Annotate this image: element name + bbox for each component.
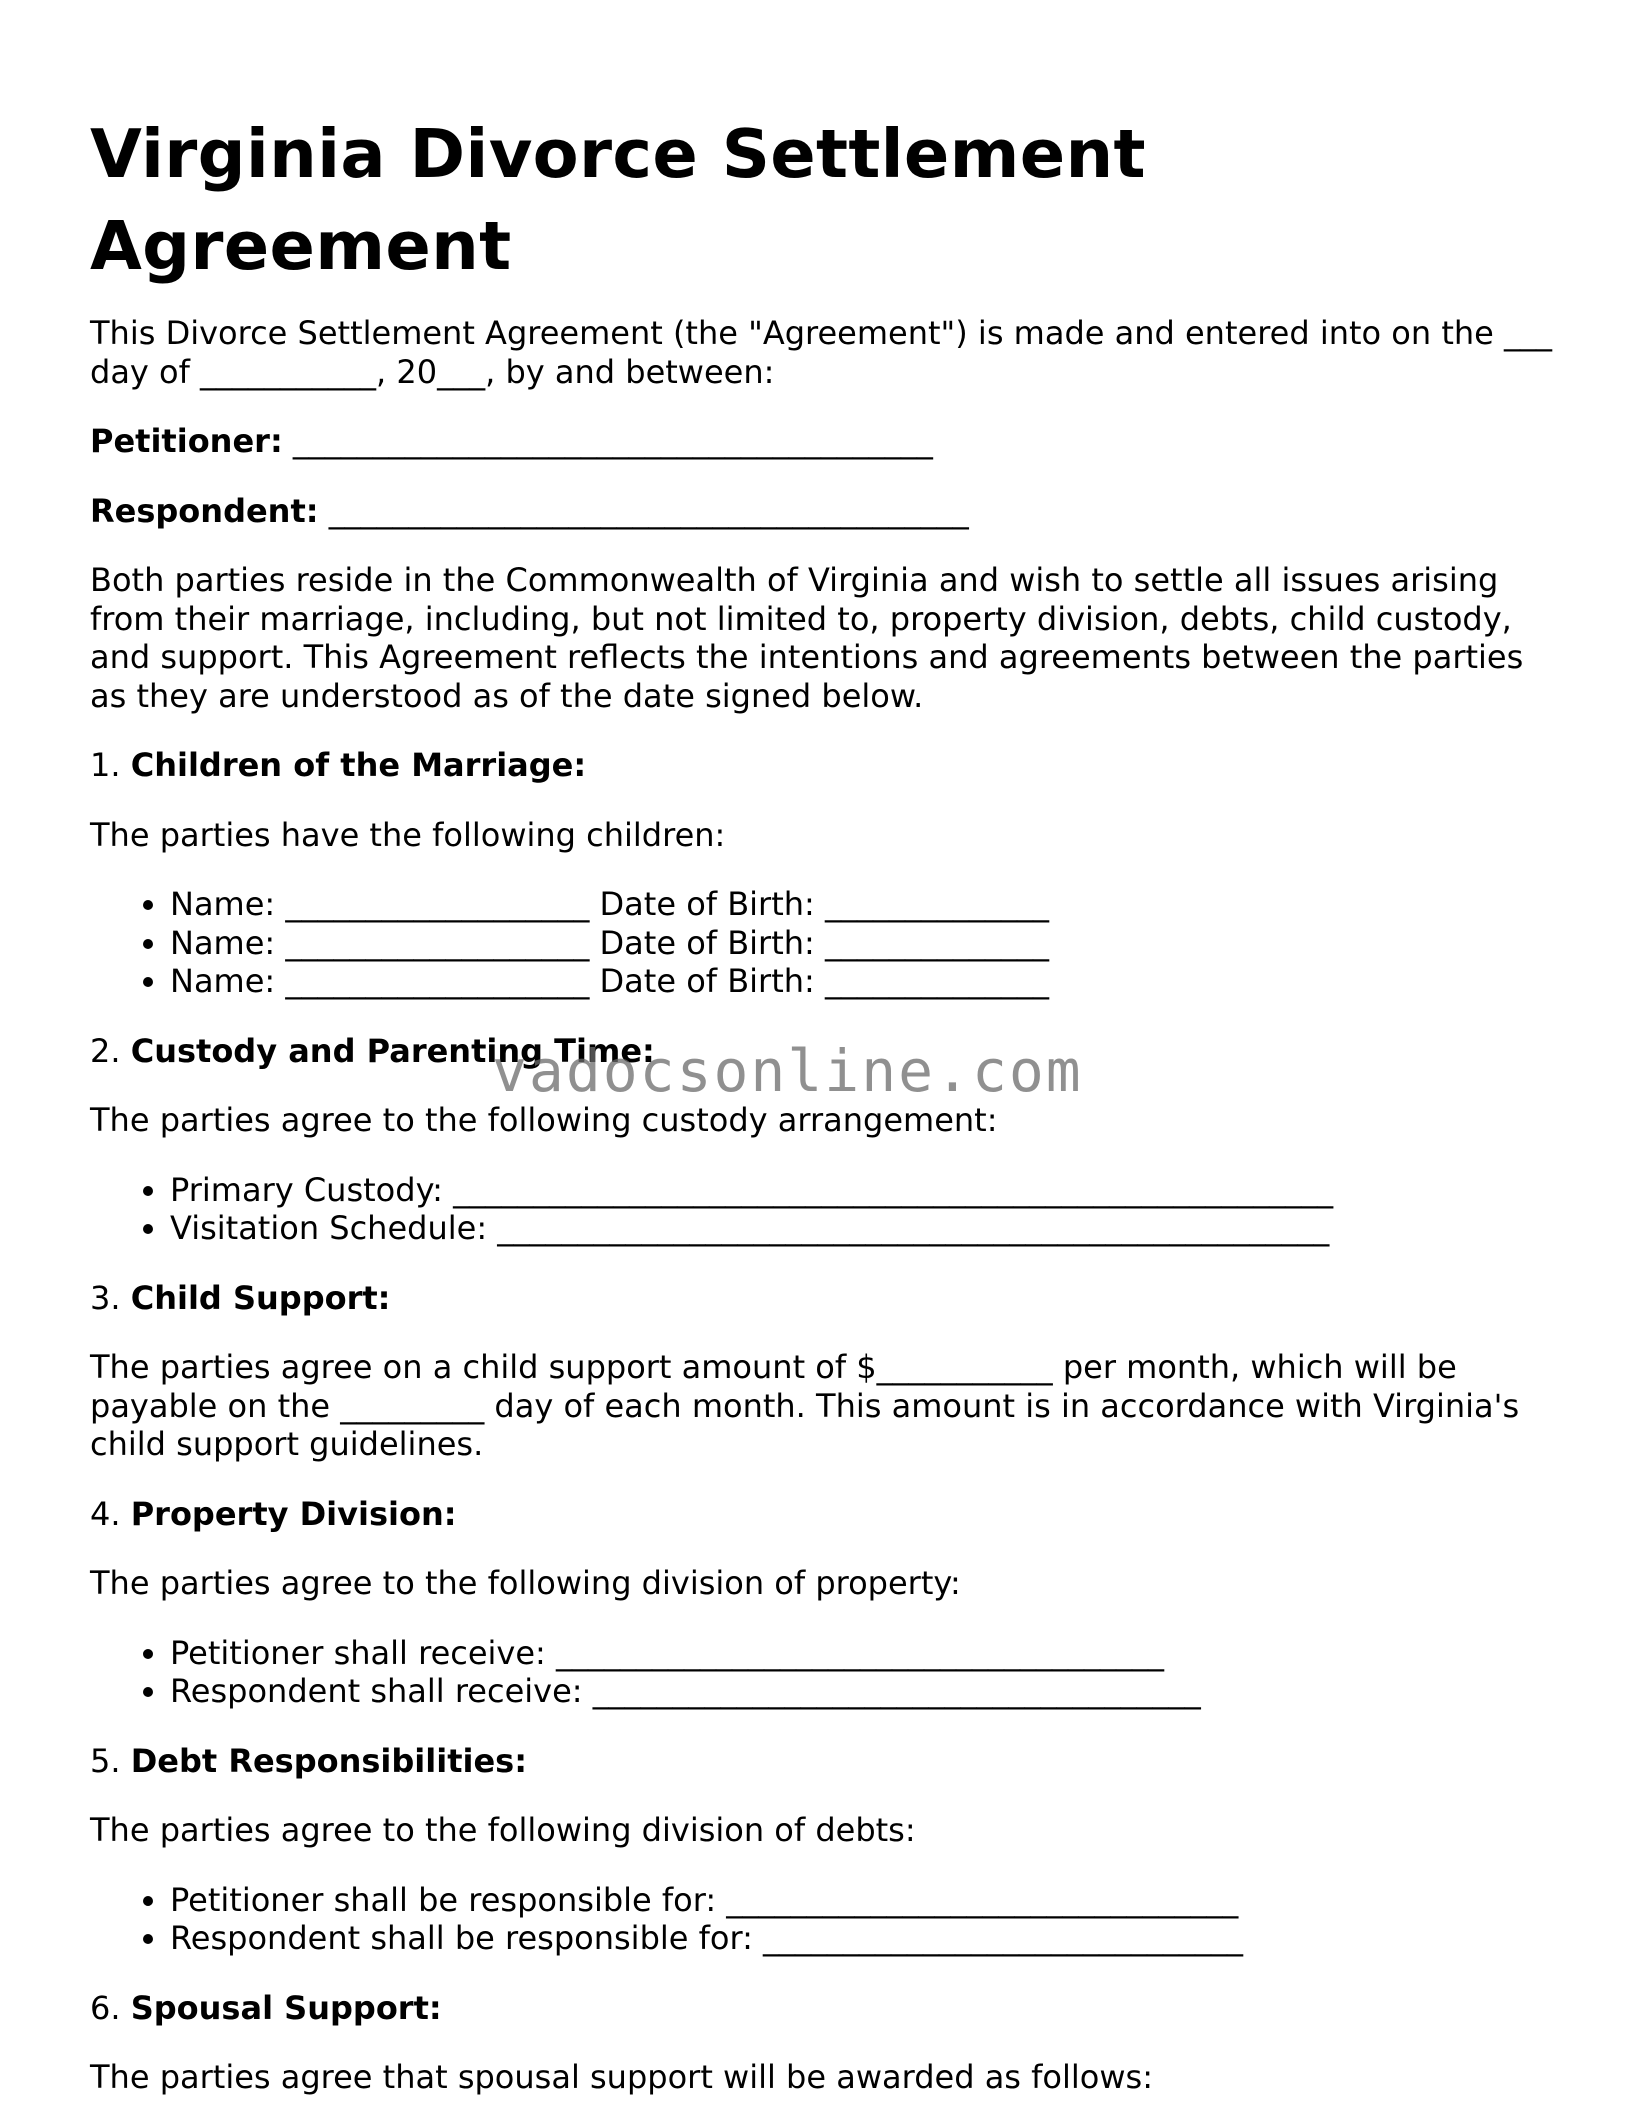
section-title: Property Division: xyxy=(130,1494,457,1533)
list-item: • Respondent shall receive: ______________________________________ xyxy=(170,1672,1560,1711)
section-heading xyxy=(90,746,1560,785)
list-item: • Name: ___________________ Date of Birth: ______________ xyxy=(170,924,1560,963)
section-number: 4. xyxy=(90,1494,121,1533)
list-item: • Petitioner shall receive: ______________________________________ xyxy=(170,1634,1560,1673)
section-number: 6. xyxy=(90,1988,121,2027)
section-number: 5. xyxy=(90,1741,121,1780)
petitioner-blank: ________________________________________ xyxy=(292,422,933,460)
list-item: • Visitation Schedule: ____________________________________________________ xyxy=(170,1209,1560,1248)
list-item: • Name: ___________________ Date of Birth: ______________ xyxy=(170,962,1560,1001)
section-text: The parties agree to the following division of property: xyxy=(90,1564,961,1602)
section-title: Children of the Marriage: xyxy=(130,746,587,784)
section-title: Child Support: xyxy=(130,1278,391,1317)
section-text: The parties agree that spousal support will be awarded as follows: xyxy=(90,2058,1153,2096)
section-heading xyxy=(90,1989,1560,2028)
section-title: Spousal Support: xyxy=(130,1988,442,2027)
section-text: The parties agree to the following division of debts: xyxy=(90,1811,916,1849)
debt-list xyxy=(90,1881,1560,1958)
property-list xyxy=(90,1634,1560,1711)
document-title: Virginia Divorce Settlement Agreement xyxy=(90,115,1146,285)
section-number: 1. xyxy=(90,746,121,784)
custody-list xyxy=(90,1171,1560,1248)
watermark: vadocsonline.com xyxy=(492,1037,1083,1105)
children-list xyxy=(90,885,1560,1001)
document-page xyxy=(90,108,1560,2128)
petitioner-line xyxy=(90,422,1560,461)
petitioner-label: Petitioner: xyxy=(90,422,283,460)
list-item: • Respondent shall be responsible for: ______________________________ xyxy=(170,1919,1560,1958)
section-heading xyxy=(90,1742,1560,1781)
section-text: The parties agree to the following custody arrangement: xyxy=(90,1101,998,1139)
section-number: 3. xyxy=(90,1278,121,1317)
section-heading xyxy=(90,1495,1560,1534)
respondent-label: Respondent: xyxy=(90,491,319,530)
respondent-line xyxy=(90,492,1560,531)
preamble-paragraph: Both parties reside in the Commonwealth of Virginia and wish to settle all issues arising from their marriage, including, but not limited to, property division, debts, child custody, and support. This Agreement reflects the intentions and agreements between the parties as they are understood as of the date signed below. xyxy=(90,561,1524,715)
list-item: • Name: ___________________ Date of Birth: ______________ xyxy=(170,885,1560,924)
respondent-blank: ________________________________________ xyxy=(328,491,969,530)
section-heading xyxy=(90,1279,1560,1318)
section-text: The parties agree on a child support amount of $___________ per month, which will be payable on the _________ day of each month. This amount is in accordance with Virginia's child support guidelines. xyxy=(90,1348,1520,1463)
list-item: • Petitioner shall be responsible for: ________________________________ xyxy=(170,1881,1560,1920)
intro-paragraph: This Divorce Settlement Agreement (the "Agreement") is made and entered into on the ___ day of ___________, 20___, by and between: xyxy=(90,314,1552,391)
section-number: 2. xyxy=(90,1031,121,1070)
list-item: • Primary Custody: _______________________________________________________ xyxy=(170,1171,1560,1210)
section-text: The parties have the following children: xyxy=(90,815,726,854)
section-title: Custody and Parenting Time: xyxy=(130,1031,655,1070)
section-title: Debt Responsibilities: xyxy=(130,1741,528,1780)
